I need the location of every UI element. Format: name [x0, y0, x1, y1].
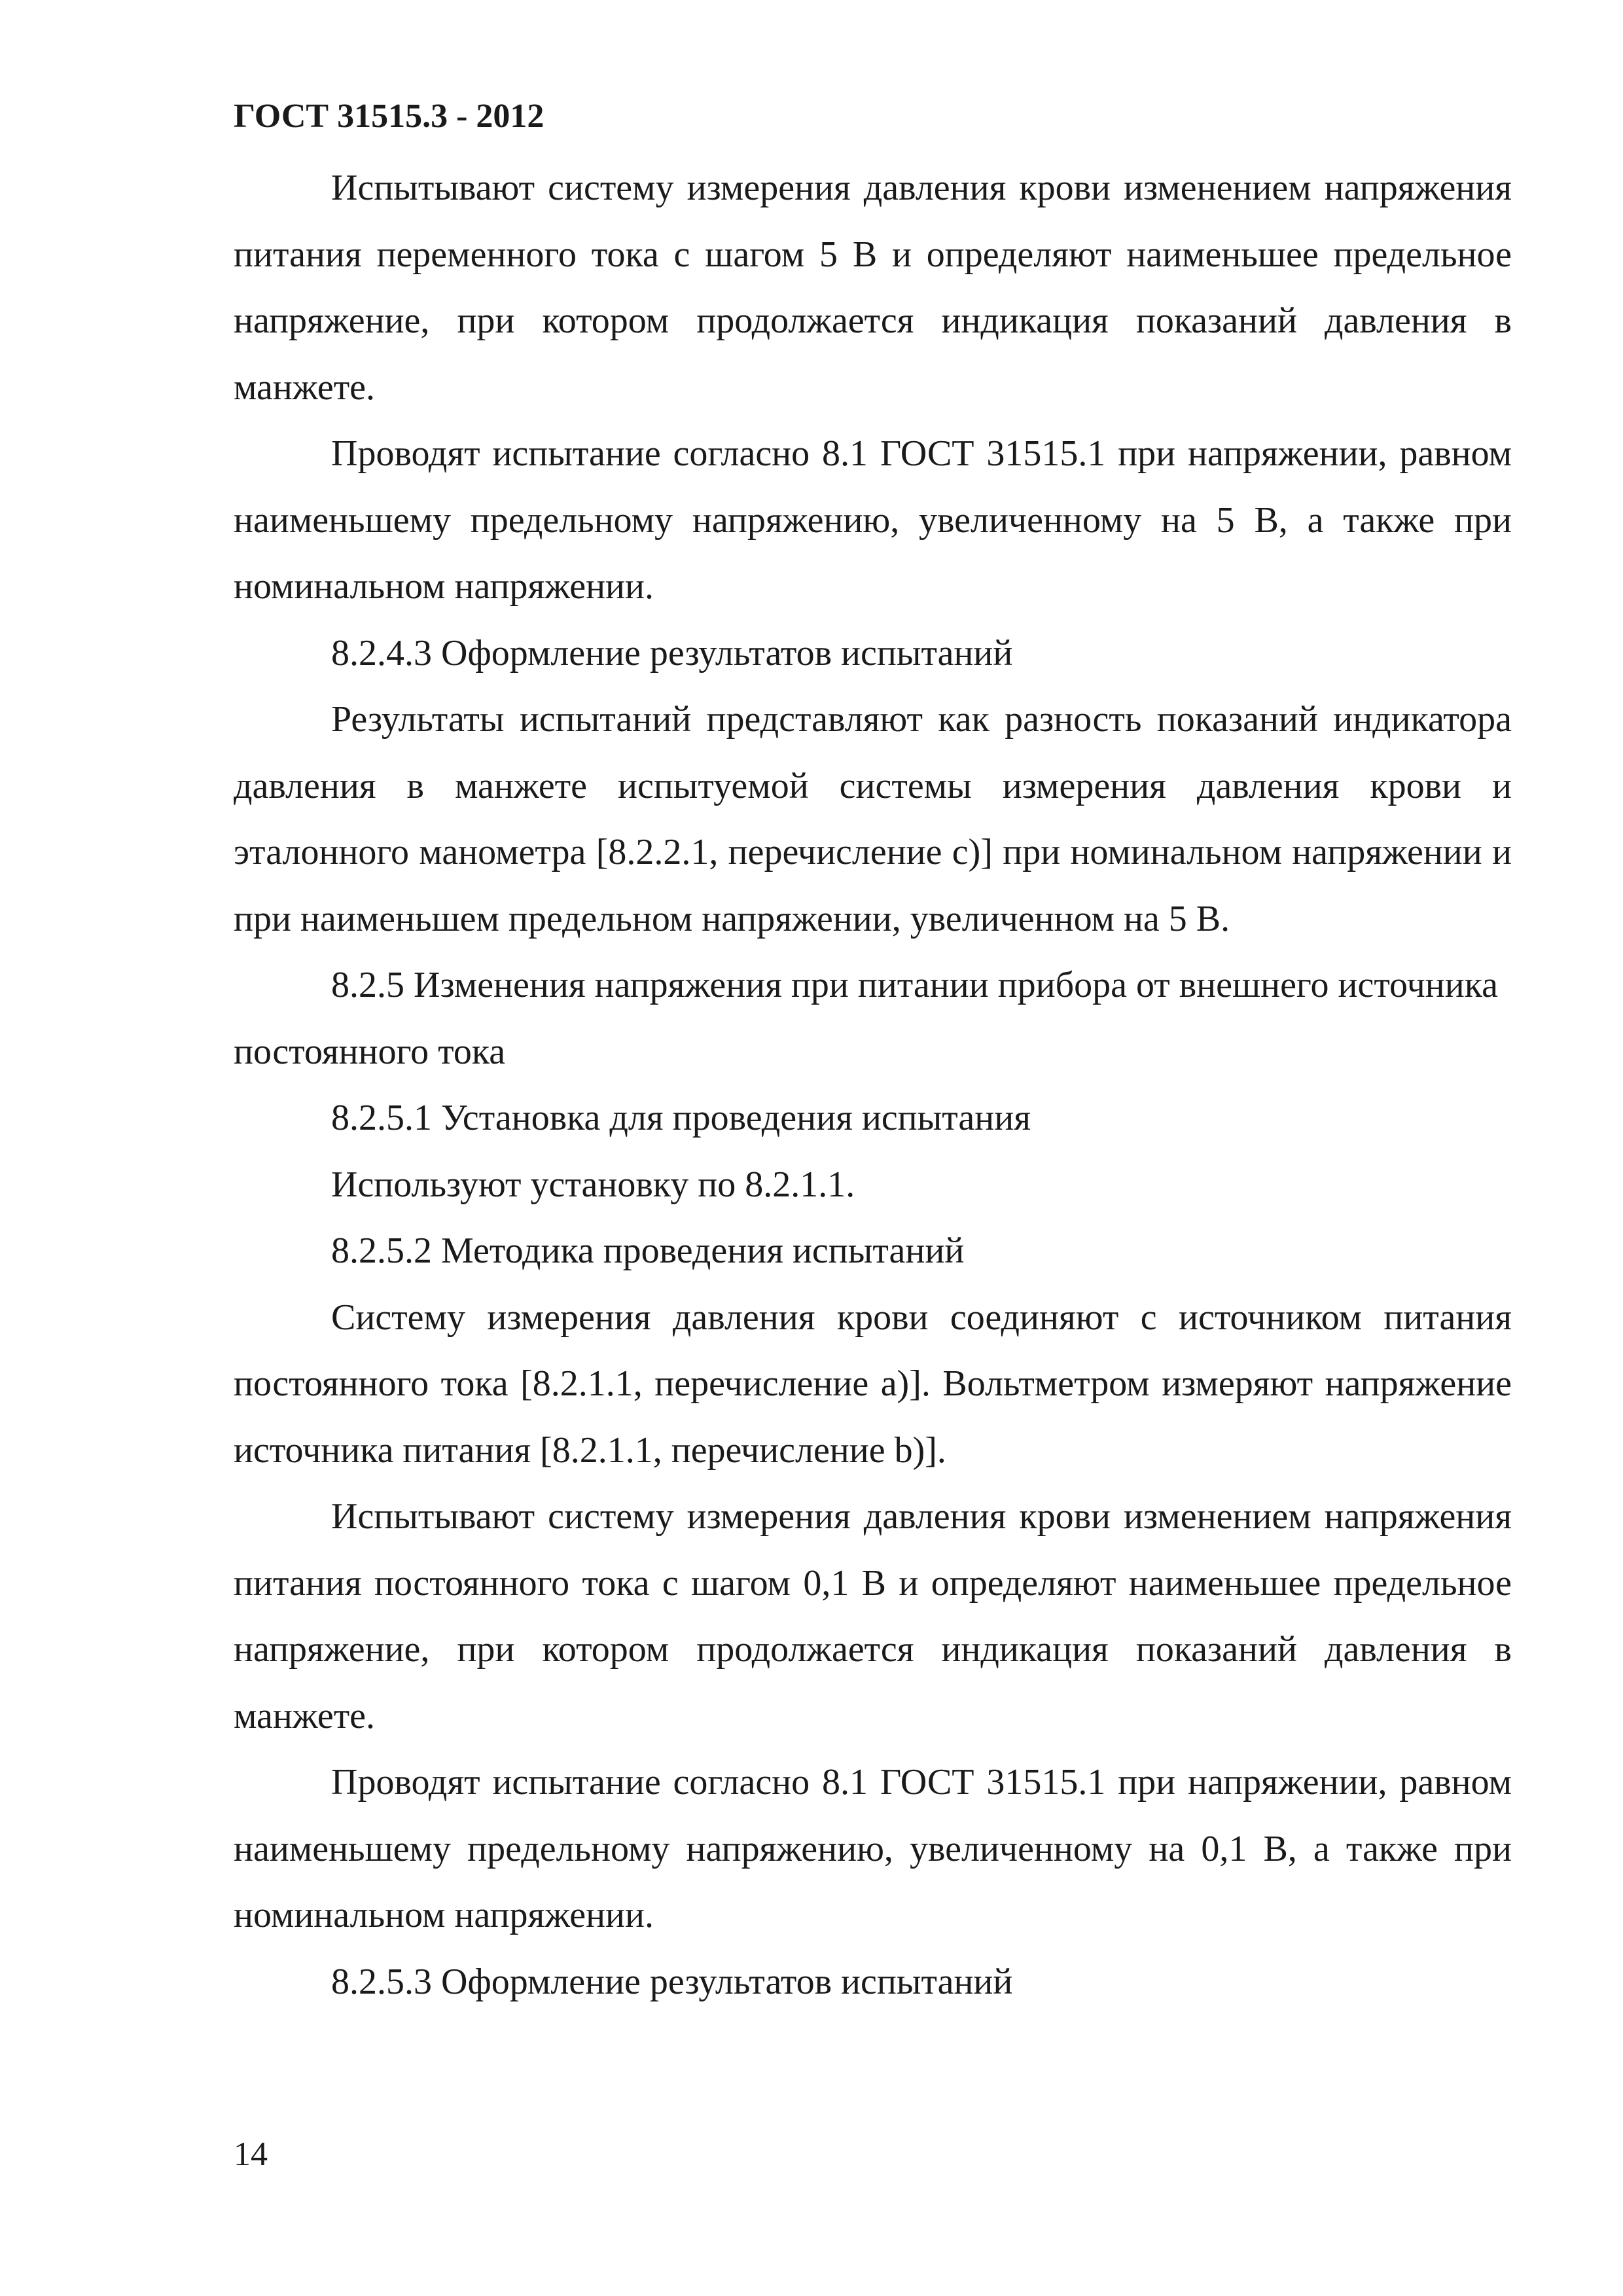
document-header: ГОСТ 31515.3 - 2012	[234, 98, 544, 135]
section-heading-8-2-5: 8.2.5 Изменения напряжения при питании прибора от внешнего источника постоянного тока	[234, 965, 1498, 1072]
paragraph-ac-test-conditions: Проводят испытание согласно 8.1 ГОСТ 31515.1 при напряжении, равном наименьшему предельному напряжению, увеличенному на 5 В, а также при номинальном напряжении.	[234, 433, 1512, 607]
section-heading-8-2-5-1: 8.2.5.1 Установка для проведения испытания	[331, 1098, 1031, 1138]
paragraph-dc-voltage-test: Испытывают систему измерения давления крови изменением напряжения питания постоянного тока с шагом 0,1 В и определяют наименьшее предельное напряжение, при котором продолжается индикация показаний давления в манжете.	[234, 1496, 1512, 1736]
paragraph-setup-reference: Используют установку по 8.2.1.1.	[331, 1164, 855, 1205]
paragraph-ac-results: Результаты испытаний представляют как разность показаний индикатора давления в манжете испытуемой системы измерения давления крови и эталонного манометра [8.2.2.1, перечисление с)] при номинальном напряжении и при наименьшем предельном напряжении, увеличенном на 5 В.	[234, 699, 1512, 939]
section-heading-8-2-4-3: 8.2.4.3 Оформление результатов испытаний	[331, 632, 1013, 673]
document-body	[234, 155, 1512, 2015]
paragraph-dc-test-conditions: Проводят испытание согласно 8.1 ГОСТ 31515.1 при напряжении, равном наименьшему предельному напряжению, увеличенному на 0,1 В, а также при номинальном напряжении.	[234, 1762, 1512, 1935]
page-number: 14	[234, 2136, 268, 2173]
section-heading-8-2-5-3: 8.2.5.3 Оформление результатов испытаний	[331, 1961, 1013, 2002]
paragraph-ac-voltage-test: Испытывают систему измерения давления крови изменением напряжения питания переменного тока с шагом 5 В и определяют наименьшее предельное напряжение, при котором продолжается индикация показаний давления в манжете.	[234, 168, 1512, 408]
section-heading-8-2-5-2: 8.2.5.2 Методика проведения испытаний	[331, 1230, 965, 1271]
paragraph-dc-connection: Систему измерения давления крови соединяют с источником питания постоянного тока [8.2.1.1, перечисление а)]. Вольтметром измеряют напряжение источника питания [8.2.1.1, перечисление b)].	[234, 1297, 1512, 1471]
